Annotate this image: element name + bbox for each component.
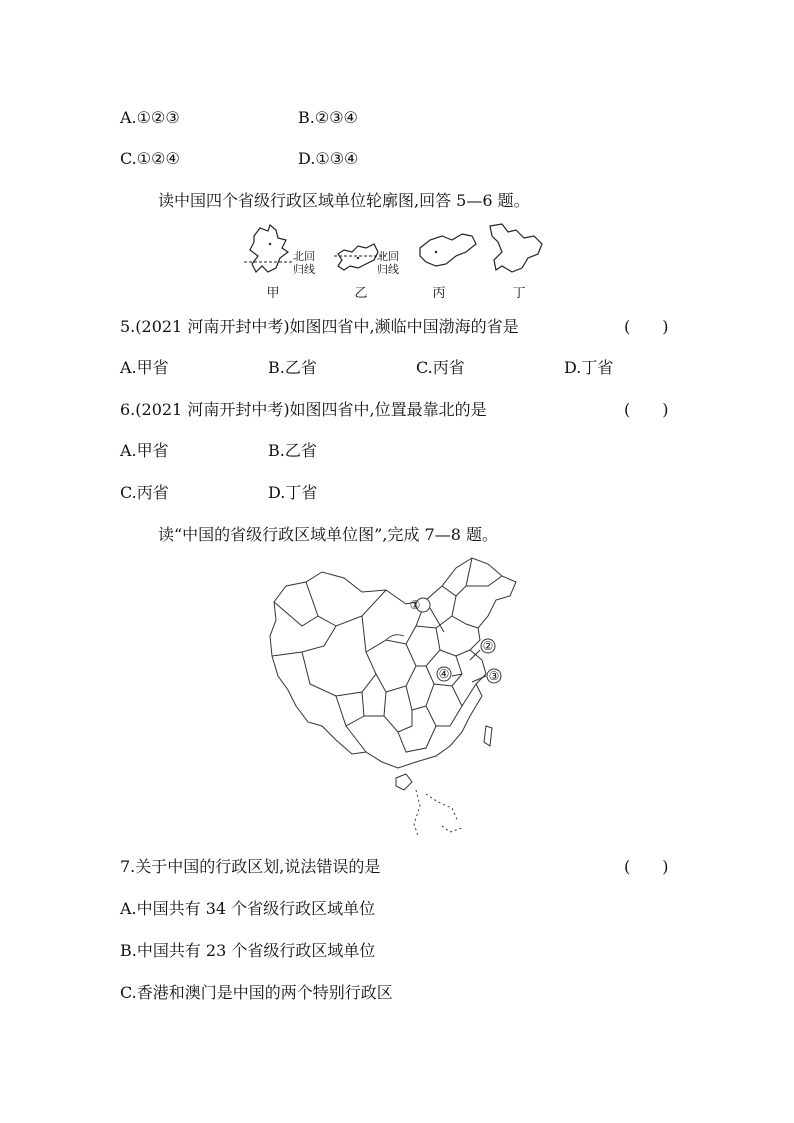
caption-jia: 甲 — [266, 286, 280, 301]
tropic-label-3: 北回 — [377, 250, 399, 263]
intro-map-question: 读“中国的省级行政区域单位图”,完成 7—8 题。 — [158, 525, 498, 544]
q5-stem: 5.(2021 河南开封中考)如图四省中,濒临中国渤海的省是 — [120, 317, 519, 336]
intro-outline-question: 读中国四个省级行政区域单位轮廓图,回答 5—6 题。 — [158, 191, 530, 210]
q7-option-a: A.中国共有 34 个省级行政区域单位 — [120, 899, 376, 918]
q5-option-b: B.乙省 — [268, 358, 317, 377]
q6-option-c: C.丙省 — [120, 483, 169, 502]
q4-option-c: C.①②④ — [120, 149, 180, 168]
province-outline-jia — [250, 225, 288, 272]
map-marker-3: ③ — [488, 669, 500, 683]
map-marker-1: ① — [409, 598, 421, 612]
map-marker-4: ④ — [438, 667, 450, 681]
province-outline-ding — [490, 224, 542, 272]
china-outline — [270, 558, 516, 768]
q7-answer-paren: ( ) — [624, 857, 669, 876]
q5-answer-paren: ( ) — [624, 317, 669, 336]
caption-bing: 丙 — [432, 286, 446, 301]
tropic-label-2: 归线 — [293, 263, 315, 276]
map-marker-2: ② — [482, 639, 494, 653]
q7-option-b: B.中国共有 23 个省级行政区域单位 — [120, 941, 376, 960]
q6-option-b: B.乙省 — [268, 441, 317, 460]
q6-option-a: A.甲省 — [120, 441, 169, 460]
province-outline-bing — [420, 234, 476, 266]
province-outline-figure — [240, 222, 560, 284]
q5-option-c: C.丙省 — [416, 358, 465, 377]
caption-ding: 丁 — [512, 286, 526, 301]
q6-option-d: D.丁省 — [268, 483, 318, 502]
china-province-map — [266, 556, 524, 840]
q7-stem: 7.关于中国的行政区划,说法错误的是 — [120, 857, 381, 876]
q7-option-c: C.香港和澳门是中国的两个特别行政区 — [120, 983, 393, 1002]
q6-stem: 6.(2021 河南开封中考)如图四省中,位置最靠北的是 — [120, 400, 487, 419]
q4-option-d: D.①③④ — [298, 149, 359, 168]
hainan-outline — [396, 774, 412, 790]
q5-option-a: A.甲省 — [120, 358, 169, 377]
taiwan-outline — [484, 726, 492, 746]
q6-answer-paren: ( ) — [624, 400, 669, 419]
q4-option-a: A.①②③ — [120, 108, 180, 127]
caption-yi: 乙 — [354, 286, 368, 301]
q5-option-d: D.丁省 — [564, 358, 614, 377]
tropic-label-1: 北回 — [293, 250, 315, 263]
tropic-label-4: 归线 — [377, 263, 399, 276]
q4-option-b: B.②③④ — [298, 108, 358, 127]
